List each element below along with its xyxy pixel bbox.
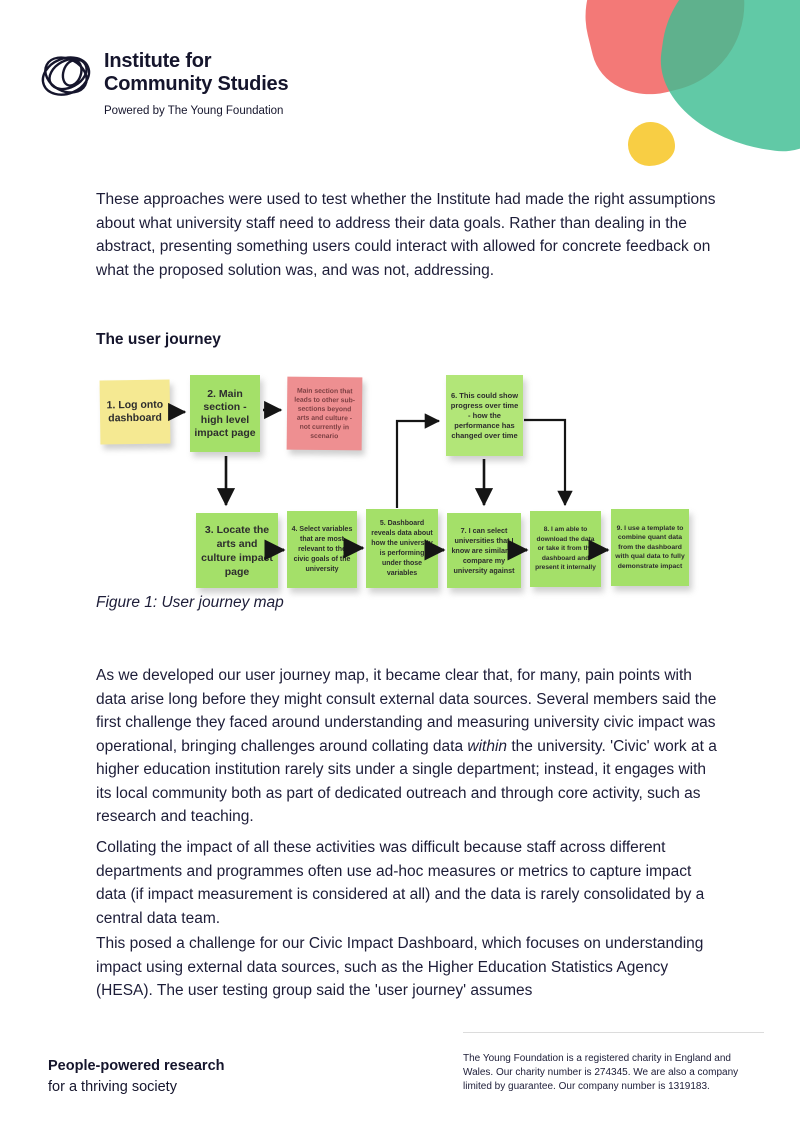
sticky-note-8: 8. I am able to download the data or take it from the dashboard and present it internally bbox=[530, 511, 601, 587]
logo-tagline: Powered by The Young Foundation bbox=[104, 105, 284, 117]
paragraph-journey-italic: within bbox=[467, 737, 508, 755]
logo bbox=[38, 46, 288, 117]
footer-divider bbox=[463, 1032, 764, 1033]
decorative-yellow-blob bbox=[628, 122, 675, 166]
logo-text bbox=[104, 46, 288, 117]
footer-tagline-regular: for a thriving society bbox=[48, 1079, 177, 1095]
footer-tagline-bold: People-powered research bbox=[48, 1058, 225, 1074]
paragraph-journey bbox=[96, 664, 718, 829]
paragraph-challenge: This posed a challenge for our Civic Impact Dashboard, which focuses on understanding impact using external data sources, such as the Higher Education Statistics Agency (HESA). The user testing group said the 'user journey' assumes bbox=[96, 935, 704, 999]
figure-caption: Figure 1: User journey map bbox=[96, 594, 284, 611]
footer-tagline bbox=[48, 1056, 225, 1098]
sticky-note-7: 7. I can select universities that I know are similar to compare my university against bbox=[447, 513, 521, 588]
paragraph-intro: These approaches were used to test whether the Institute had made the right assumptions about what university staff need to address their data goals. Rather than dealing in the abstract, presenting something users could interact with allowed for concrete feedback on what the proposed solution was, and was not, addressing. bbox=[96, 191, 716, 279]
sticky-note-5: 5. Dashboard reveals data about how the university is performing under those variables bbox=[366, 509, 438, 588]
section-heading: The user journey bbox=[96, 331, 221, 348]
sticky-note-4: 4. Select variables that are most relevant to the civic goals of the university bbox=[287, 511, 357, 588]
scribble-rose-icon bbox=[38, 46, 96, 104]
paragraph-journey-pre: As we developed our user journey map, it became clear that, for many, pain points with data arise long before they might consult external data sources. Several members said the first challenge they faced around understanding and measuring university civic impact was operational, bringing challenges around collating data bbox=[96, 667, 717, 755]
footer-legal-text: The Young Foundation is a registered charity in England and Wales. Our charity number is 274345. We are also a company limited by guarantee. Our company number is 1319183. bbox=[463, 1053, 739, 1092]
logo-title-line1: Institute for bbox=[104, 50, 212, 72]
sticky-note-1: 1. Log onto dashboard bbox=[100, 380, 171, 445]
paragraph-collating: Collating the impact of all these activities was difficult because staff across different departments and programmes often use ad-hoc measures or metrics to capture impact data (if impact measurement is considered at all) and the data is rarely consolidated by a central data team. bbox=[96, 839, 705, 927]
logo-title-line2: Community Studies bbox=[104, 73, 289, 95]
sticky-note-3: 3. Locate the arts and culture impact page bbox=[196, 513, 278, 588]
sticky-note-6: 6. This could show progress over time - how the performance has changed over time bbox=[446, 375, 523, 456]
sticky-note-side: Main section that leads to other sub-sections beyond arts and culture - not currently in scenario bbox=[287, 377, 363, 451]
paragraph-journey-post: the university. 'Civic' work at a higher education institution rarely sits under a single department; instead, it engages with its local community both as part of dedicated outreach and through core activity, such as research and teaching. bbox=[96, 737, 717, 825]
sticky-note-9: 9. I use a template to combine quant data from the dashboard with qual data to fully demonstrate impact bbox=[611, 509, 689, 586]
sticky-note-2: 2. Main section - high level impact page bbox=[190, 375, 260, 452]
